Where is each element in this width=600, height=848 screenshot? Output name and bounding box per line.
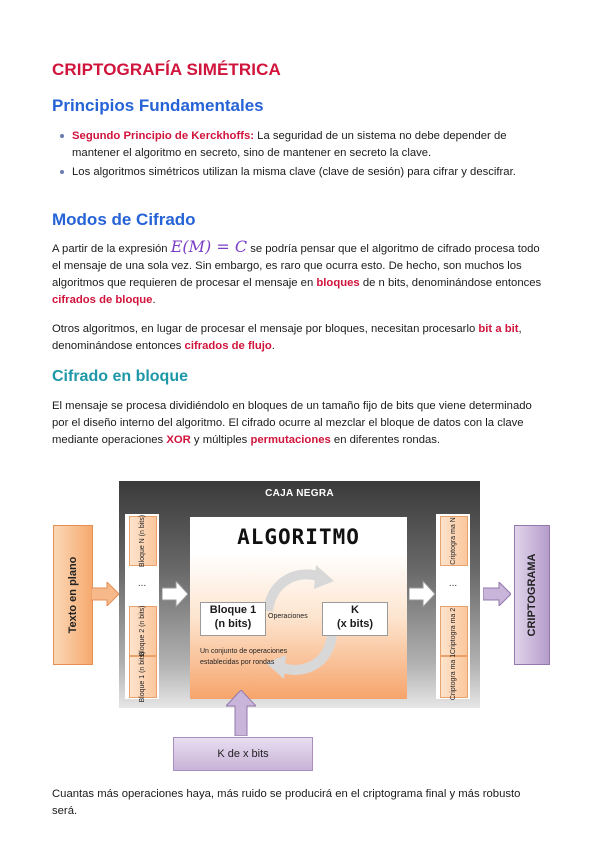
paragraph-modos-1: A partir de la expresión E(M) = C se podría pensar que el algoritmo de cifrado procesa todo el mensaje de una sola vez. Sin embargo, es raro que ocurra esto. De hecho, son muchos los algoritmos que requieren de procesar el mensaje en bloques de n bits, denominándose entonces cifrados de bloque. bbox=[52, 237, 542, 306]
ellipsis: ... bbox=[448, 578, 458, 589]
paragraph-modos-2: Otros algoritmos, en lugar de procesar el mensaje por bloques, necesitan procesarlo bit a bit, denominándose entonces cifrados de flujo. bbox=[52, 323, 522, 352]
arrow-up-icon bbox=[226, 690, 256, 736]
list-item bbox=[52, 128, 548, 162]
operations-note: Un conjunto de operaciones establecidas por rondas bbox=[200, 648, 288, 666]
principles-list bbox=[52, 128, 548, 183]
ellipsis: ... bbox=[137, 578, 147, 589]
bullet-text: Los algoritmos simétricos utilizan la misma clave (clave de sesión) para cifrar y descifrar. bbox=[72, 166, 516, 178]
input-blocks-column bbox=[125, 514, 159, 703]
algorithm-title: ALGORITMO bbox=[237, 525, 360, 549]
ciphertext-label: CRIPTOGRAMA bbox=[526, 553, 538, 637]
plain-text-box bbox=[53, 525, 93, 665]
block-box: Bloque 1 (n bits) bbox=[200, 602, 266, 636]
output-block: Criptogra ma 1 bbox=[440, 656, 468, 698]
key-box: K (x bits) bbox=[322, 602, 388, 636]
arrow-right-icon bbox=[409, 581, 435, 607]
input-block: Bloque 2 (n bits) bbox=[129, 606, 157, 656]
arrow-right-icon bbox=[91, 582, 119, 606]
output-block: Criptogra ma 2 bbox=[440, 606, 468, 656]
formula: E(M) = C bbox=[170, 237, 248, 256]
page-title: CRIPTOGRAFÍA SIMÉTRICA bbox=[52, 60, 281, 79]
output-block: Criptogra ma N bbox=[440, 516, 468, 566]
bullet-text: La seguridad de un sistema no debe depender de mantener el algoritmo en secreto, sino de mantener en secreto la clave. bbox=[72, 130, 507, 159]
operations-label: Operaciones bbox=[268, 613, 308, 620]
black-box-title: CAJA NEGRA bbox=[265, 488, 334, 499]
list-item bbox=[52, 164, 548, 181]
block-cipher-diagram bbox=[0, 478, 600, 778]
heading-principios: Principios Fundamentales bbox=[52, 96, 264, 115]
algorithm-panel bbox=[190, 517, 407, 699]
paragraph-bloque: El mensaje se procesa dividiéndolo en bloques de un tamaño fijo de bits que viene determinado por el diseño interno del algoritmo. El cifrado ocurre al mezclar el bloque de datos con la clave mediante operaciones XOR y múltiples permutaciones en diferentes rondas. bbox=[52, 400, 532, 446]
key-input-box: K de x bits bbox=[173, 737, 313, 771]
plain-text-label: Texto en plano bbox=[67, 556, 79, 634]
heading-modos: Modos de Cifrado bbox=[52, 210, 196, 229]
heading-cifrado-bloque: Cifrado en bloque bbox=[52, 368, 188, 385]
arrow-right-icon bbox=[162, 581, 188, 607]
input-block: Bloque 1 (n bits) bbox=[129, 656, 157, 698]
arrow-right-icon bbox=[483, 582, 511, 606]
closing-paragraph: Cuantas más operaciones haya, más ruido se producirá en el criptograma final y más robusto será. bbox=[52, 788, 521, 817]
input-block: Bloque N (n bits) bbox=[129, 516, 157, 566]
output-blocks-column bbox=[436, 514, 470, 699]
kerckhoffs-highlight: Segundo Principio de Kerckhoffs: bbox=[72, 130, 255, 142]
ciphertext-box bbox=[514, 525, 550, 665]
